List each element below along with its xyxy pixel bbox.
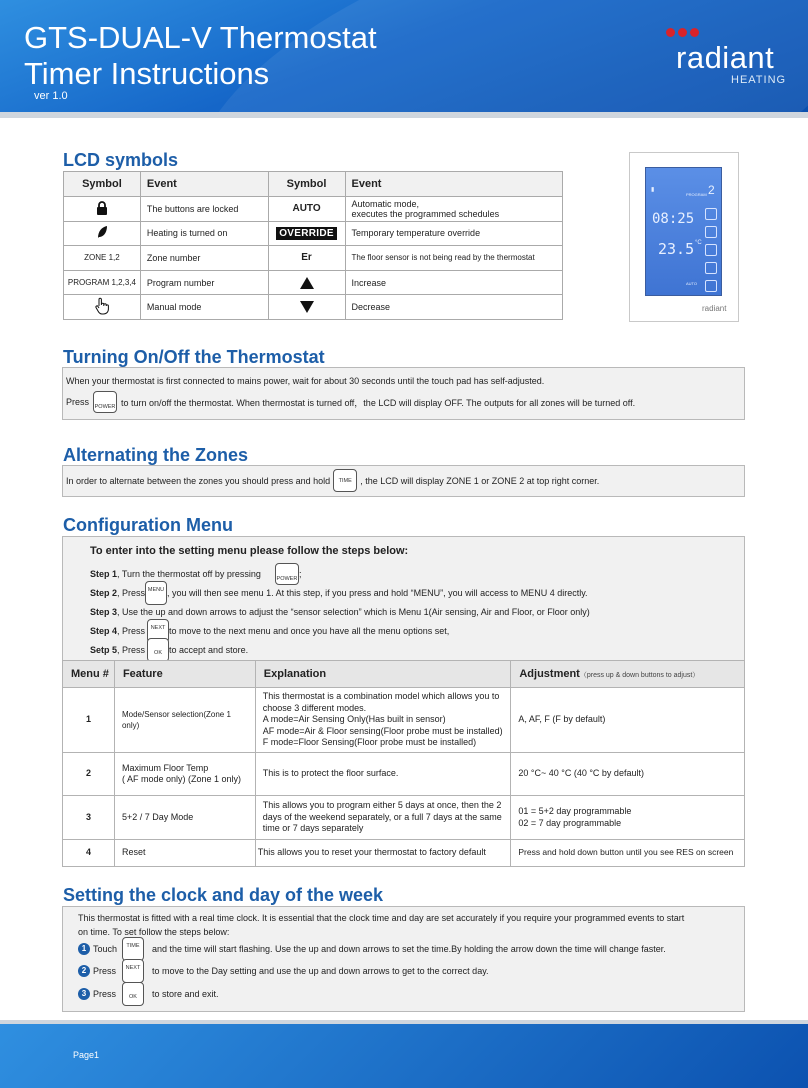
setting-clock-box: [62, 906, 745, 1012]
explanation-line: AF mode=Air & Floor sensing(Floor probe must be installed): [262, 725, 503, 736]
lcd-temperature: 23.5: [658, 240, 695, 258]
event-cell: Program number: [140, 270, 268, 295]
symbol-cell: ZONE 1,2: [64, 246, 141, 271]
explanation-cell: This allows you to reset your thermostat to factory default: [255, 840, 511, 867]
zones-line: [66, 469, 599, 492]
explanation-cell: [255, 688, 511, 753]
step-label: Setp 5: [90, 644, 118, 655]
explanation-line: This thermostat is a combination model which allows you to: [262, 691, 500, 702]
explanation-cell: [255, 796, 511, 840]
col-header-event: Event: [345, 172, 562, 197]
symbol-cell: [268, 295, 345, 320]
menu-number: 4: [63, 840, 115, 867]
lock-indicator-icon: ▮: [651, 187, 655, 193]
turning-on-off-title: Turning On/Off the Thermostat: [63, 347, 325, 367]
step-label: Step 3: [90, 606, 118, 617]
override-symbol: OVERRIDE: [276, 227, 337, 240]
hand-pointer-icon: [95, 297, 109, 315]
symbol-cell: [268, 221, 345, 246]
onoff-text: to turn on/off the thermostat. When thermostat is turned off，the LCD will display OFF. The outputs for all zones will be turned off.: [121, 397, 636, 408]
table-row: [64, 270, 563, 295]
feature-cell: Maximum Floor Temp ( AF mode only) (Zone 1 only): [114, 753, 255, 796]
explanation-line: This allows you to program either 5 days at once, then the 2: [262, 800, 502, 811]
ok-key: OK: [147, 638, 169, 662]
device-brand: radiant: [702, 304, 727, 313]
step-number-icon: 1: [78, 943, 90, 955]
step-word: Press: [93, 966, 117, 976]
setting-clock-title: Setting the clock and day of the week: [63, 885, 384, 905]
triangle-up-icon: [300, 277, 314, 289]
press-label: Press: [66, 397, 90, 407]
lcd-symbols-table: [63, 171, 563, 320]
logo-subtitle: HEATING: [731, 74, 787, 86]
menu-number: 1: [63, 688, 115, 753]
explanation-line: time or 7 days separately: [262, 823, 364, 834]
event-cell: Zone number: [140, 246, 268, 271]
step-label: Step 2: [90, 587, 118, 598]
menu-key: MENU: [145, 581, 167, 605]
step-label: Step 1: [90, 568, 118, 579]
onoff-line-1: When your thermostat is first connected to mains power, wait for about 30 seconds until the touch pad has self-adjusted.: [66, 376, 545, 386]
ok-key: OK: [122, 982, 144, 1006]
menu-number: 3: [63, 796, 115, 840]
step-text: , Turn the thermostat off by pressing: [117, 568, 261, 579]
lcd-mode: AUTO: [686, 281, 698, 286]
step-number-icon: 3: [78, 988, 90, 1000]
step-word: Press: [93, 989, 117, 999]
next-key: NEXT: [122, 959, 144, 983]
program-label: PROGRAM: [686, 192, 707, 197]
adjustment-cell: 20 °C~ 40 °C (40 °C by default): [511, 753, 745, 796]
symbol-cell: [268, 270, 345, 295]
lcd-screen: [645, 167, 722, 296]
col-header-explanation: Explanation: [255, 661, 511, 688]
configuration-steps-box: [62, 536, 745, 661]
program-number: 2: [708, 183, 715, 197]
clock-step: [78, 959, 489, 983]
symbol-cell: [64, 197, 141, 222]
explanation-line: F mode=Floor Sensing(Floor probe must be installed): [262, 737, 477, 748]
config-intro: To enter into the setting menu please follow the steps below:: [90, 545, 409, 557]
symbol-cell: PROGRAM 1,2,3,4: [64, 270, 141, 295]
lock-icon: [96, 201, 108, 215]
symbol-cell: AUTO: [268, 197, 345, 222]
table-row: [64, 246, 563, 271]
adjustment-note: （press up & down buttons to adjust）: [579, 672, 700, 679]
turning-on-off-box: [62, 367, 745, 420]
step-text: , Press: [117, 644, 146, 655]
configuration-menu-title: Configuration Menu: [63, 515, 233, 535]
step-text: ;: [298, 568, 302, 579]
power-key: POWER: [93, 391, 117, 413]
leaf-icon: [96, 225, 108, 239]
col-header-symbol: Symbol: [268, 172, 345, 197]
table-row: [64, 295, 563, 320]
col-header-feature: Feature: [114, 661, 255, 688]
adjustment-label: Adjustment: [519, 668, 580, 680]
zones-text-after: , the LCD will display ZONE 1 or ZONE 2 at top right corner.: [360, 475, 600, 486]
radiant-logo: [664, 28, 787, 90]
step-text: , Press: [117, 625, 146, 636]
config-steps: [90, 564, 590, 659]
step-text: , Use the up and down arrows to adjust the “sensor selection” which is Menu 1(Air sensing, Air and Floor, or Floor only): [117, 606, 590, 617]
event-cell: Heating is turned on: [140, 221, 268, 246]
explanation-line: days of the weekend separately, or a full 7 days at the same: [262, 811, 502, 822]
config-step: [90, 640, 590, 659]
event-cell: Increase: [345, 270, 562, 295]
table-row: [64, 197, 563, 222]
clock-step: [78, 982, 219, 1006]
event-cell: The buttons are locked: [140, 197, 268, 222]
next-key: NEXT: [147, 619, 169, 643]
table-row: [63, 840, 745, 867]
table-row: [63, 796, 745, 840]
zones-text-before: In order to alternate between the zones you should press and hold: [66, 475, 331, 486]
config-step: [90, 583, 590, 602]
triangle-down-icon: [300, 301, 314, 313]
step-text: , Press: [117, 587, 146, 598]
page-number: Page1: [73, 1050, 100, 1060]
table-row: [63, 688, 745, 753]
menu-table: [62, 660, 745, 867]
lcd-time: 08:25: [652, 211, 695, 227]
page-header: [0, 0, 808, 118]
title-line-2: Timer Instructions: [24, 56, 270, 91]
clock-intro-line: This thermostat is fitted with a real time clock. It is essential that the clock time and day are set accurately if you require your programmed events to start: [78, 913, 685, 923]
step-text: to move to the Day setting and use the up and down arrows to get to the correct day.: [152, 966, 489, 976]
title-line-1: GTS-DUAL-V Thermostat: [24, 20, 377, 55]
alternating-zones-box: [62, 465, 745, 497]
symbol-cell: Er: [268, 246, 345, 271]
event-cell: The floor sensor is not being read by the thermostat: [345, 246, 562, 271]
logo-word: radiant: [676, 40, 775, 75]
time-key: TIME: [122, 937, 144, 961]
step-text: , you will then see menu 1. At this step, if you press and hold “MENU”, you will access to MENU 4 directly.: [167, 587, 588, 598]
feature-cell: 5+2 / 7 Day Mode: [114, 796, 255, 840]
logo-dots-icon: [666, 28, 699, 37]
document-title: [24, 20, 377, 92]
step-text: to move to the next menu and once you have all the menu options set,: [169, 625, 450, 636]
clock-step: [78, 937, 666, 961]
explanation-line: A mode=Air Sensing Only(Has built in sensor): [262, 714, 446, 725]
explanation-cell: This is to protect the floor surface.: [255, 753, 511, 796]
step-text: and the time will start flashing. Use the up and down arrows to set the time.By holding the arrow down the time will change faster.: [152, 944, 666, 954]
adjustment-cell: Press and hold down button until you see RES on screen: [511, 840, 745, 867]
page-footer: [0, 1024, 808, 1088]
adjustment-line: 02 = 7 day programmable: [518, 817, 622, 828]
event-cell: Decrease: [345, 295, 562, 320]
config-step: [90, 564, 590, 583]
step-text: to store and exit.: [152, 989, 219, 999]
col-header-event: Event: [140, 172, 268, 197]
step-number-icon: 2: [78, 965, 90, 977]
adjustment-cell: A, AF, F (F by default): [511, 688, 745, 753]
lcd-temp-unit: °C: [695, 240, 702, 246]
col-header-menu: Menu #: [63, 661, 115, 688]
col-header-adjustment: [511, 661, 745, 688]
event-cell: Temporary temperature override: [345, 221, 562, 246]
version-label: ver 1.0: [34, 90, 68, 102]
clock-intro: [78, 911, 684, 939]
col-header-symbol: Symbol: [64, 172, 141, 197]
symbol-cell: [64, 221, 141, 246]
explanation-line: choose 3 different modes.: [262, 702, 367, 713]
power-key: POWER: [275, 563, 299, 585]
table-row: [63, 753, 745, 796]
feature-cell: Reset: [114, 840, 255, 867]
menu-number: 2: [63, 753, 115, 796]
adjustment-line: 01 = 5+2 day programmable: [518, 806, 632, 816]
adjustment-cell: [511, 796, 745, 840]
touch-buttons: [705, 208, 717, 292]
symbol-cell: [64, 295, 141, 320]
step-word: Touch: [93, 944, 118, 954]
feature-cell: Mode/Sensor selection(Zone 1 only): [114, 688, 255, 753]
clock-intro-line: on time. To set follow the steps below:: [78, 927, 230, 937]
step-label: Step 4: [90, 625, 118, 636]
table-row: [64, 221, 563, 246]
thermostat-device-image: [629, 152, 739, 322]
onoff-line-2: [66, 391, 635, 413]
event-cell: [345, 197, 562, 222]
lcd-symbols-title: LCD symbols: [63, 150, 179, 170]
event-line: Automatic mode,: [351, 198, 420, 209]
alternating-zones-title: Alternating the Zones: [63, 445, 249, 465]
event-line: executes the programmed schedules: [351, 208, 500, 219]
step-text: to accept and store.: [169, 644, 249, 655]
event-cell: Manual mode: [140, 295, 268, 320]
time-key: TIME: [333, 469, 357, 492]
